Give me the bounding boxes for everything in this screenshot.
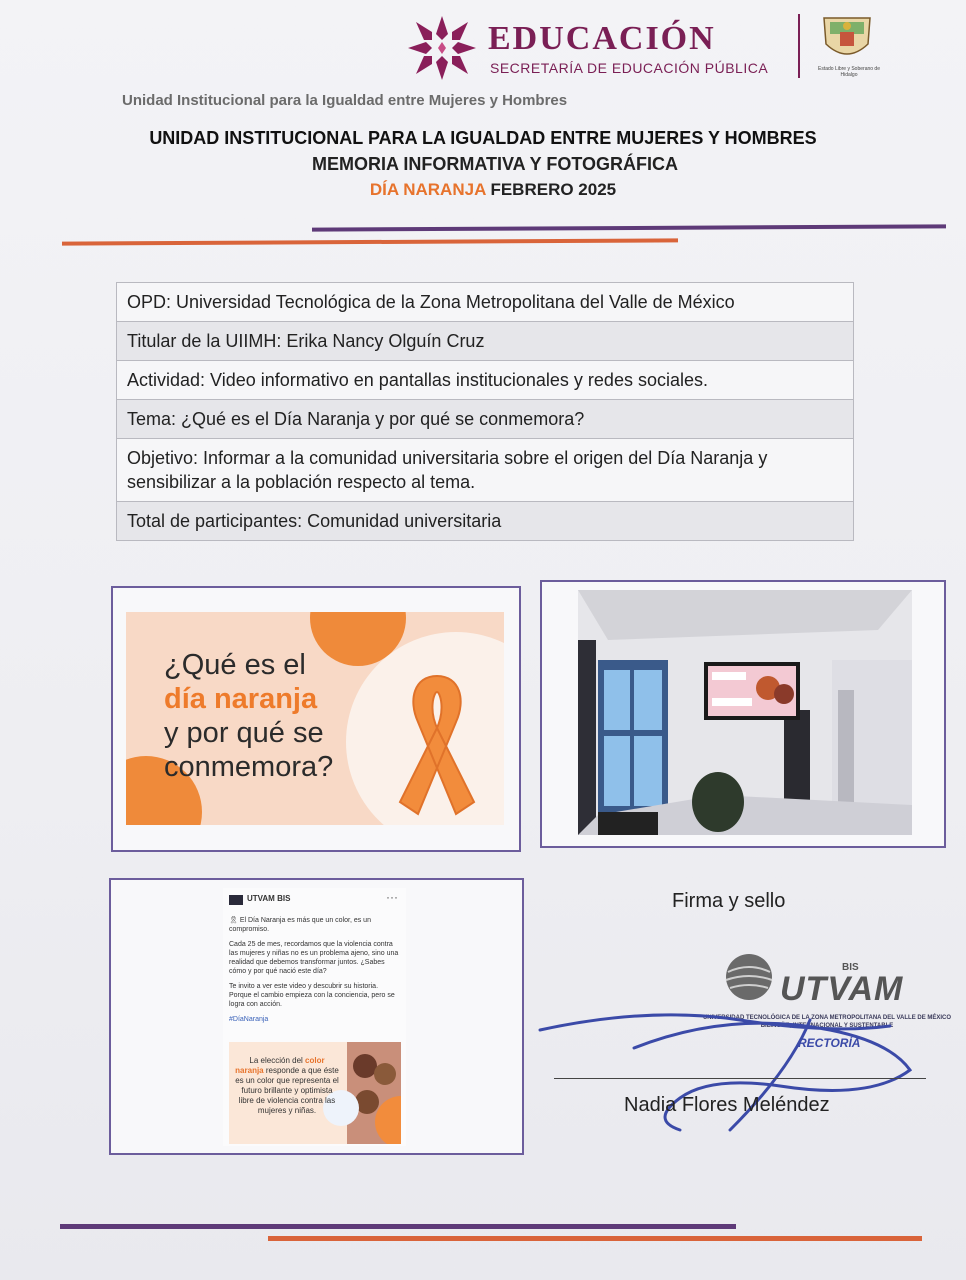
- header-divider: [798, 14, 800, 78]
- hidalgo-seal-icon: [816, 14, 878, 64]
- post-image-text-a: La elección del: [249, 1056, 306, 1065]
- office-photo-illustration: [578, 590, 912, 835]
- post-image: [229, 1042, 401, 1144]
- info-row-tema: Tema: ¿Qué es el Día Naranja y por qué se conmemora?: [117, 400, 853, 439]
- banner-line1: ¿Qué es el: [164, 649, 306, 681]
- post-hashtag[interactable]: #DíaNaranja: [229, 1016, 269, 1023]
- post-image-text: [235, 1056, 339, 1116]
- top-rule-purple: [312, 224, 946, 231]
- signature-label: Firma y sello: [672, 890, 786, 912]
- dia-naranja-banner: [126, 612, 504, 825]
- post-image-text-c: responde a que éste es un color que representa el futuro brillante y optimista libre de violencia contra las mujeres y niñas.: [235, 1066, 339, 1115]
- stamp-utvam-word: UTVAM: [780, 970, 904, 1008]
- doc-title-line3: [0, 180, 966, 200]
- banner-text: [164, 648, 333, 784]
- top-rule-orange: [62, 238, 678, 245]
- info-row-actividad: Actividad: Video informativo en pantallas institucionales y redes sociales.: [117, 361, 853, 400]
- info-row-objetivo: Objetivo: Informar a la comunidad universitaria sobre el origen del Día Naranja y sensibilizar a la población respecto al tema.: [117, 439, 853, 502]
- post-account-name: UTVAM BIS: [247, 894, 291, 903]
- doc-title-line1: UNIDAD INSTITUCIONAL PARA LA IGUALDAD ENTRE MUJERES Y HOMBRES: [149, 128, 817, 148]
- post-image-text-b: color naranja: [235, 1056, 325, 1075]
- doc-title-line2: MEMORIA INFORMATIVA Y FOTOGRÁFICA: [312, 154, 678, 174]
- title-date: FEBRERO 2025: [490, 180, 617, 199]
- banner-line3: y por qué se: [164, 717, 324, 749]
- orange-ribbon-icon: [394, 670, 480, 818]
- account-avatar: [229, 895, 243, 905]
- office-screen-photo: [578, 590, 912, 835]
- stamp-institution-line: UNIVERSIDAD TECNOLÓGICA DE LA ZONA METROPOLITANA DEL VALLE DE MÉXICO BILINGÜE, INTERNACIONAL Y SUSTENTABLE: [702, 1015, 952, 1029]
- signature-line: [554, 1078, 926, 1079]
- info-row-participantes: Total de participantes: Comunidad universitaria: [117, 502, 853, 540]
- stamp-rectoria: RECTORÍA: [798, 1036, 861, 1050]
- post-paragraph-2: Cada 25 de mes, recordamos que la violencia contra las mujeres y niñas no es un problema ajeno, sino una realidad que debemos transformar juntos. ¿Sabes cómo y por qué nació este día?: [229, 941, 399, 975]
- info-table: [116, 282, 854, 541]
- agency-title: EDUCACIÓN: [488, 20, 716, 57]
- sep-flower-logo: [406, 14, 478, 82]
- bottom-rule-orange: [268, 1236, 922, 1241]
- post-paragraph-1: 🎗 El Día Naranja es más que un color, es un compromiso.: [229, 917, 371, 933]
- unit-line: Unidad Institucional para la Igualdad entre Mujeres y Hombres: [122, 92, 568, 109]
- info-row-titular: Titular de la UIIMH: Erika Nancy Olguín Cruz: [117, 322, 853, 361]
- bottom-rule-purple: [60, 1224, 736, 1229]
- signer-name: Nadia Flores Meléndez: [624, 1094, 830, 1116]
- banner-line4: conmemora?: [164, 751, 334, 783]
- dia-naranja-highlight: DÍA NARANJA: [369, 180, 486, 199]
- post-body: [229, 916, 399, 1030]
- agency-subtitle: SECRETARÍA DE EDUCACIÓN PÚBLICA: [490, 60, 769, 76]
- info-row-opd: OPD: Universidad Tecnológica de la Zona Metropolitana del Valle de México: [117, 283, 853, 322]
- seal-caption: Estado Libre y Soberano de Hidalgo: [818, 66, 880, 78]
- post-paragraph-3: Te invito a ver este video y descubrir su historia. Porque el cambio empieza con la conciencia, pero se logra con acción.: [229, 983, 395, 1008]
- post-more-icon[interactable]: ···: [386, 890, 398, 904]
- stamp-bis: BIS: [842, 962, 859, 973]
- banner-line2: día naranja: [164, 683, 318, 715]
- social-media-post: [223, 888, 406, 1146]
- handwritten-signature: [530, 990, 950, 1140]
